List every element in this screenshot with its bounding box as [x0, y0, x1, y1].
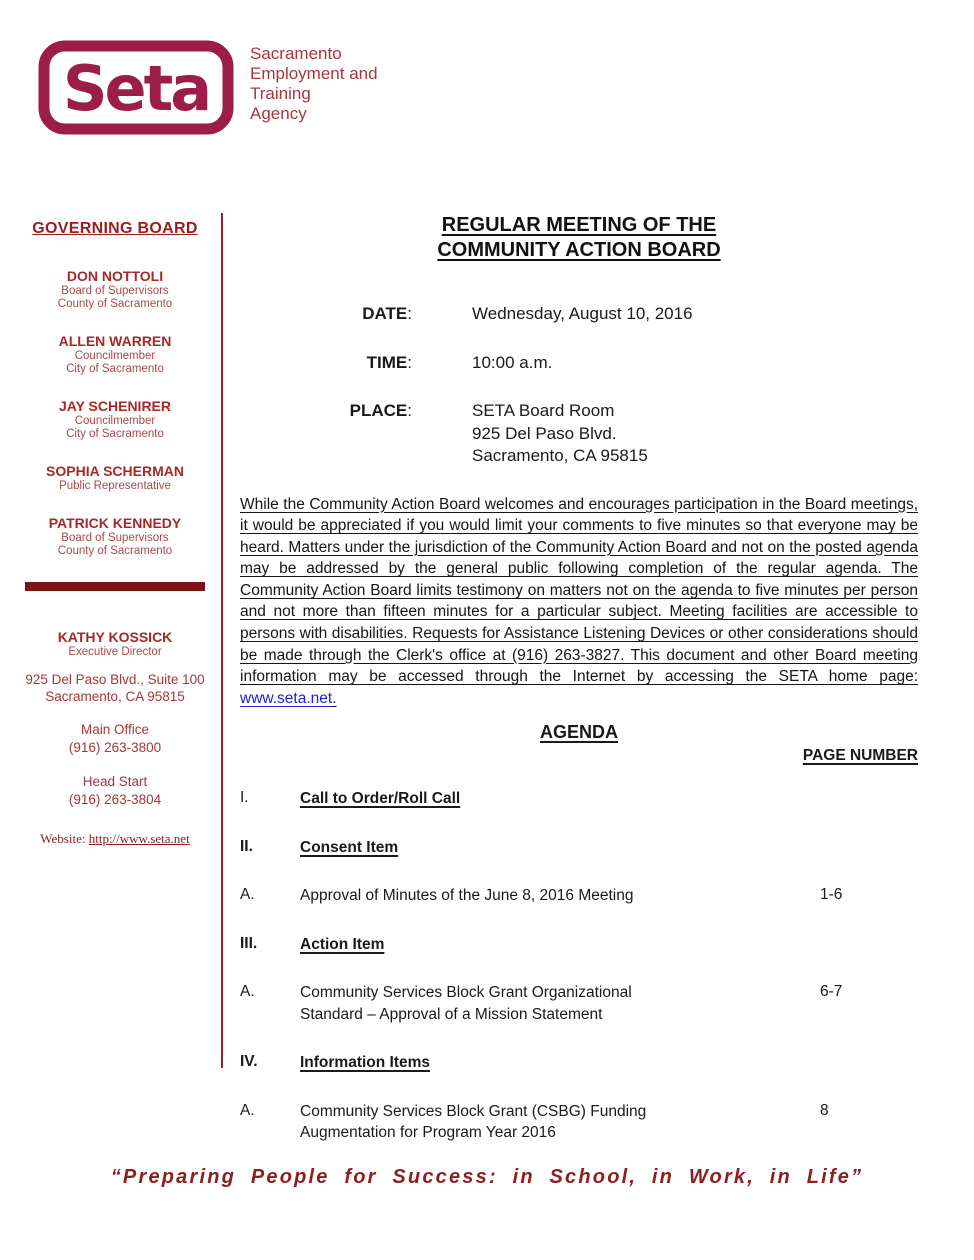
agenda-item-pages: 6-7 [820, 983, 843, 1001]
agenda-item-pages [820, 837, 918, 859]
member-role: Board of Supervisors [61, 532, 169, 544]
info-row-time [240, 352, 918, 375]
agenda-item-pages: 8 [820, 1101, 829, 1119]
page-number-heading: PAGE NUMBER [802, 747, 918, 765]
website-label: Website: [40, 831, 86, 846]
agenda-item-information [240, 1052, 918, 1074]
website-link[interactable]: http://www.seta.net [88, 831, 190, 846]
main-content [240, 205, 918, 1171]
board-member [16, 398, 214, 441]
contact-phone: (916) 263-3800 [68, 740, 162, 755]
contact-main-office [16, 721, 214, 757]
contact-label: Main Office [80, 722, 150, 737]
seta-homepage-link[interactable]: www.seta.net [240, 689, 333, 707]
sidebar-rule [25, 582, 205, 591]
agenda-numeral: I. [240, 789, 249, 807]
member-role: Councilmember [74, 415, 156, 427]
colon: : [407, 304, 412, 323]
office-address [16, 671, 214, 705]
member-name: SOPHIA SCHERMAN [46, 463, 184, 479]
member-name: PATRICK KENNEDY [48, 515, 182, 531]
agenda-numeral: II. [240, 837, 253, 855]
masthead [38, 40, 234, 140]
member-role: Board of Supervisors [61, 285, 169, 297]
time-label: TIME [366, 352, 408, 372]
meeting-title [240, 213, 918, 263]
time-value: 10:00 a.m. [472, 352, 553, 372]
meeting-info [240, 303, 918, 468]
agenda-item-pages [820, 1052, 918, 1074]
notice-text: While the Community Action Board welcomes and encourages participation in the Board meetings, it would be appreciated if you would limit your comments to five minutes so that everyone may be heard. Matters under the jurisdiction of the Community Action Board and not on the posted agenda may be addressed by the general public following completion of the regular agenda. The Community Action Board limits testimony on matters not on the agenda to five minutes per person and not more than fifteen minutes for a particular subject. Meeting facilities are accessible to persons with disabilities. Requests for Assistance Listening Devices or other considerations should be made through the Clerk's office at (916) 263-3827. This document and other Board meeting information may be accessed through the Internet by accessing the SETA home page: [240, 495, 918, 686]
agenda-item-pages [820, 934, 918, 956]
agenda-item-pages: 1-6 [820, 886, 843, 904]
agenda-item-text-line: Augmentation for Program Year 2016 [300, 1124, 556, 1142]
agenda-item-csbg-standard [240, 982, 918, 1025]
colon: : [407, 352, 412, 372]
director-title: Executive Director [68, 646, 162, 658]
agenda-letter: A. [240, 886, 255, 904]
agenda-item-text-line: Community Services Block Grant (CSBG) Funding [300, 1102, 647, 1120]
member-name: DON NOTTOLI [66, 268, 164, 284]
agenda-letter: A. [240, 1101, 255, 1119]
agenda-item-csbg-funding [240, 1101, 918, 1144]
meeting-title-line: COMMUNITY ACTION BOARD [437, 239, 721, 261]
agenda-item-consent [240, 837, 918, 859]
agenda-item-pages [820, 788, 918, 810]
org-name-line: Employment and [250, 64, 378, 83]
governing-board-sidebar [16, 220, 214, 847]
notice-period: . [332, 689, 337, 707]
agenda-item-text: Consent Item [300, 838, 399, 856]
place-value [412, 400, 648, 468]
member-name: JAY SCHENIRER [58, 398, 172, 414]
member-org: City of Sacramento [66, 363, 164, 375]
member-name: ALLEN WARREN [58, 333, 172, 349]
colon: : [407, 401, 412, 420]
org-name-line: Sacramento [250, 44, 342, 63]
agenda-list [240, 788, 918, 1144]
agenda-letter: A. [240, 983, 255, 1001]
board-member [16, 268, 214, 311]
seta-logo [38, 40, 234, 135]
place-line: 925 Del Paso Blvd. [472, 423, 617, 443]
member-org: County of Sacramento [57, 298, 173, 310]
contact-phone: (916) 263-3804 [68, 792, 162, 807]
org-name-line: Agency [250, 104, 307, 123]
address-line: 925 Del Paso Blvd., Suite 100 [25, 672, 205, 687]
agenda-item-text: Approval of Minutes of the June 8, 2016 Meeting [300, 887, 634, 905]
contact-head-start [16, 773, 214, 809]
address-line: Sacramento, CA 95815 [45, 689, 185, 704]
public-participation-notice [240, 494, 918, 710]
place-label: PLACE [349, 401, 408, 420]
motto-tagline: “Preparing People for Success: in School, in Work, in Life” [110, 1166, 864, 1188]
org-name-line: Training [250, 84, 311, 103]
director-name: KATHY KOSSICK [57, 629, 173, 645]
agenda-item-text-line: Standard – Approval of a Mission Statement [300, 1005, 603, 1023]
info-row-place [240, 400, 918, 468]
meeting-title-line: REGULAR MEETING OF THE [441, 214, 717, 236]
board-member [16, 515, 214, 558]
place-line: SETA Board Room [472, 401, 615, 420]
info-row-date [240, 303, 918, 326]
board-member [16, 333, 214, 376]
executive-director [16, 629, 214, 659]
agenda-numeral: III. [240, 934, 258, 952]
member-role: Councilmember [74, 350, 156, 362]
board-member [16, 463, 214, 493]
svg-text:Seta: Seta [62, 52, 210, 125]
agenda-item-call-to-order [240, 788, 918, 810]
agenda-numeral: IV. [240, 1053, 258, 1071]
member-org: County of Sacramento [57, 545, 173, 557]
column-divider [221, 213, 223, 1068]
date-label: DATE [362, 304, 408, 323]
agenda-heading: AGENDA [539, 722, 618, 743]
agenda-item-text: Call to Order/Roll Call [300, 790, 461, 808]
sidebar-heading: GOVERNING BOARD [32, 220, 198, 237]
org-name [250, 44, 378, 124]
member-org: City of Sacramento [66, 428, 164, 440]
date-value: Wednesday, August 10, 2016 [472, 304, 693, 323]
contact-label: Head Start [82, 774, 148, 789]
agenda-item-minutes-approval [240, 885, 918, 907]
agenda-item-text: Action Item [300, 935, 385, 953]
member-role: Public Representative [59, 480, 171, 492]
agenda-item-text-line: Community Services Block Grant Organizational [300, 984, 632, 1002]
agenda-item-text: Information Items [300, 1054, 431, 1072]
website-line [16, 831, 214, 847]
place-line: Sacramento, CA 95815 [472, 446, 648, 465]
agenda-item-action [240, 934, 918, 956]
